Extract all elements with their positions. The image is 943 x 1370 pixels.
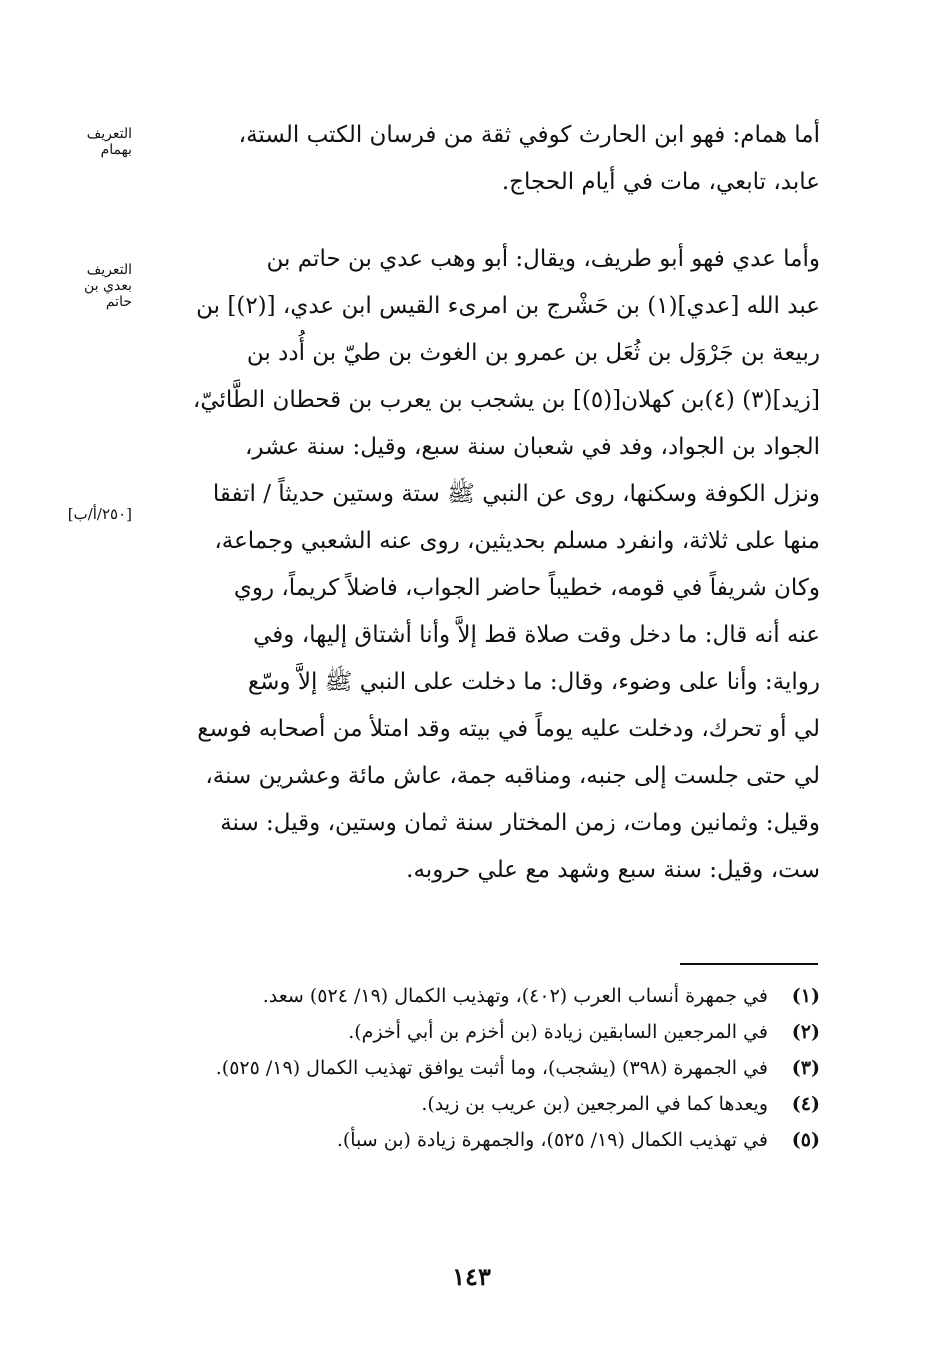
margin-note-line: بعدي بن xyxy=(84,278,132,294)
text-line: أما همام: فهو ابن الحارث كوفي ثقة من فرسان الكتب الستة، xyxy=(238,122,820,148)
text-line: لي أو تحرك، ودخلت عليه يوماً في بيته وقد امتلأ من أصحابه فوسع xyxy=(197,716,820,742)
footnote-item xyxy=(160,978,820,1014)
margin-note-hammam xyxy=(50,126,132,158)
page-number: ١٤٣ xyxy=(452,1262,491,1291)
footnote-number: (٥) xyxy=(791,1129,820,1151)
footnote-number: (٣) xyxy=(791,1057,820,1079)
text-line: ست، وقيل: سنة سبع وشهد مع علي حروبه. xyxy=(406,857,820,883)
main-text xyxy=(140,112,820,894)
text-line: وقيل: وثمانين ومات، زمن المختار سنة ثمان وستين، وقيل: سنة xyxy=(220,810,820,836)
text-line: وكان شريفاً في قومه، خطيباً حاضر الجواب، فاضلاً كريماً، روي xyxy=(233,575,820,601)
text-line: منها على ثلاثة، وانفرد مسلم بحديثين، روى عنه الشعبي وجماعة، xyxy=(214,528,820,554)
paragraph-hammam xyxy=(140,112,820,206)
text-line: وأما عدي فهو أبو طريف، ويقال: أبو وهب عدي بن حاتم بن xyxy=(266,246,820,272)
footnote-text: في الجمهرة (٣٩٨) (يشجب)، وما أثبت يوافق تهذيب الكمال (١٩/ ٥٢٥). xyxy=(215,1057,768,1079)
footnote-divider xyxy=(680,963,818,965)
text-line: لي حتى جلست إلى جنبه، ومناقبه جمة، عاش مائة وعشرين سنة، xyxy=(205,763,820,789)
text-line: ربيعة بن جَرْوَل بن ثُعَل بن عمرو بن الغوث بن طيّ بن أُدد بن xyxy=(246,340,820,366)
footnote-text: في تهذيب الكمال (١٩/ ٥٢٥)، والجمهرة زيادة (بن سبأ). xyxy=(336,1129,768,1151)
text-line: [زيد](٣) (٤)بن كهلان[(٥)] بن يشجب بن يعرب بن قحطان الطَّائيّ، xyxy=(192,387,820,413)
text-line: رواية: وأنا على وضوء، وقال: ما دخلت على النبي ﷺ إلاَّ وسّع xyxy=(247,669,820,695)
footnote-number: (٢) xyxy=(791,1021,820,1043)
margin-note-line: التعريف xyxy=(86,126,132,142)
footnote-number: (١) xyxy=(791,985,820,1007)
footnote-text: ويعدها كما في المرجعين (بن عريب بن زيد). xyxy=(421,1093,768,1115)
footnote-text: في جمهرة أنساب العرب (٤٠٢)، وتهذيب الكمال (١٩/ ٥٢٤) سعد. xyxy=(262,985,768,1007)
footnote-item xyxy=(160,1122,820,1158)
margin-note-adi xyxy=(50,262,132,310)
margin-note-line: حاتم xyxy=(105,294,132,310)
footnote-item xyxy=(160,1014,820,1050)
text-line: عابد، تابعي، مات في أيام الحجاج. xyxy=(501,169,820,195)
margin-note-line: بهمام xyxy=(100,142,132,158)
footnote-item xyxy=(160,1086,820,1122)
folio-marker: [٢٥٠/أ/ب] xyxy=(67,505,132,523)
footnote-text: في المرجعين السابقين زيادة (بن أخزم بن أبي أخزم). xyxy=(348,1021,768,1043)
text-line: الجواد بن الجواد، وفد في شعبان سنة سبع، وقيل: سنة عشر، xyxy=(244,434,820,460)
footnote-item xyxy=(160,1050,820,1086)
footnote-number: (٤) xyxy=(791,1093,820,1115)
text-line: ونزل الكوفة وسكنها، روى عن النبي ﷺ ستة وستين حديثاً / اتفقا xyxy=(212,481,820,507)
text-line: عبد الله [عدي](١) بن حَشْرج بن امرىء القيس ابن عدي، [(٢)] بن xyxy=(196,293,820,319)
footnotes xyxy=(160,978,820,1158)
text-line: عنه أنه قال: ما دخل وقت صلاة قط إلاَّ وأنا أشتاق إليها، وفي xyxy=(253,622,820,648)
margin-note-line: التعريف xyxy=(86,262,132,278)
paragraph-adi xyxy=(140,236,820,894)
